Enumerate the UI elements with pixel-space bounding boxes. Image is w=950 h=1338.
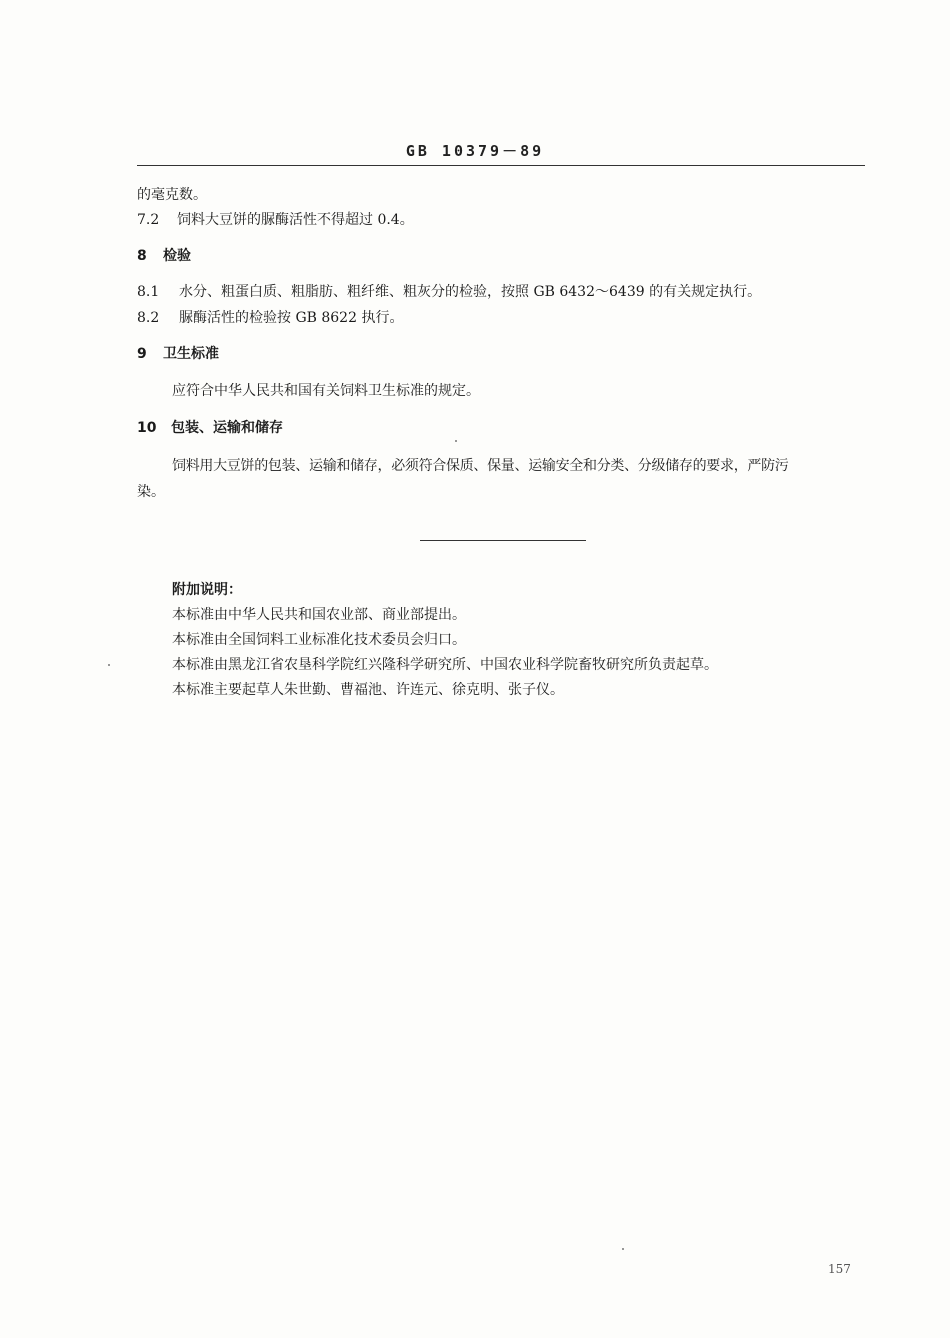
section-title: 检验 bbox=[163, 248, 191, 264]
section-text: 水分、粗蛋白质、粗脂肪、粗纤维、粗灰分的检验，按照 GB 6432～6439 的有关规定执行。 bbox=[179, 284, 762, 300]
note-item: 本标准由中华人民共和国农业部、商业部提出。 bbox=[172, 607, 466, 623]
section-number: 8.2 bbox=[137, 310, 160, 326]
section-9-heading bbox=[137, 345, 219, 363]
section-9-text: 应符合中华人民共和国有关饲料卫生标准的规定。 bbox=[172, 383, 480, 399]
note-item: 本标准由黑龙江省农垦科学院红兴隆科学研究所、中国农业科学院畜牧研究所负责起草。 bbox=[172, 657, 718, 673]
end-of-text-rule bbox=[420, 540, 586, 541]
scan-speck bbox=[455, 440, 457, 442]
continuation-text: 的毫克数。 bbox=[137, 187, 207, 203]
section-number: 8.1 bbox=[137, 284, 160, 300]
section-8-heading bbox=[137, 247, 191, 265]
section-7-2 bbox=[137, 211, 414, 229]
section-title: 卫生标准 bbox=[163, 346, 219, 362]
scan-speck bbox=[622, 1248, 624, 1250]
scan-speck bbox=[108, 664, 110, 666]
section-10-text-line1: 饲料用大豆饼的包装、运输和储存，必须符合保质、保量、运输安全和分类、分级储存的要求，严防污 bbox=[172, 458, 789, 474]
section-number: 7.2 bbox=[137, 212, 160, 228]
note-item: 本标准由全国饲料工业标准化技术委员会归口。 bbox=[172, 632, 466, 648]
page-number: 157 bbox=[828, 1262, 851, 1276]
section-8-1 bbox=[137, 283, 761, 301]
section-number: 10 bbox=[137, 420, 157, 436]
document-code: GB 10379－89 bbox=[405, 142, 545, 160]
header-rule bbox=[137, 165, 865, 166]
section-title: 包装、运输和储存 bbox=[171, 420, 283, 436]
section-10-text-line2: 染。 bbox=[137, 484, 165, 500]
section-10-heading bbox=[137, 419, 283, 437]
note-item: 本标准主要起草人朱世勤、曹福池、许连元、徐克明、张子仪。 bbox=[172, 682, 564, 698]
section-text: 饲料大豆饼的脲酶活性不得超过 0.4。 bbox=[177, 212, 414, 228]
notes-title: 附加说明： bbox=[172, 582, 242, 598]
section-number: 9 bbox=[137, 346, 147, 362]
section-text: 脲酶活性的检验按 GB 8622 执行。 bbox=[179, 310, 404, 326]
section-8-2 bbox=[137, 309, 403, 327]
section-number: 8 bbox=[137, 248, 147, 264]
